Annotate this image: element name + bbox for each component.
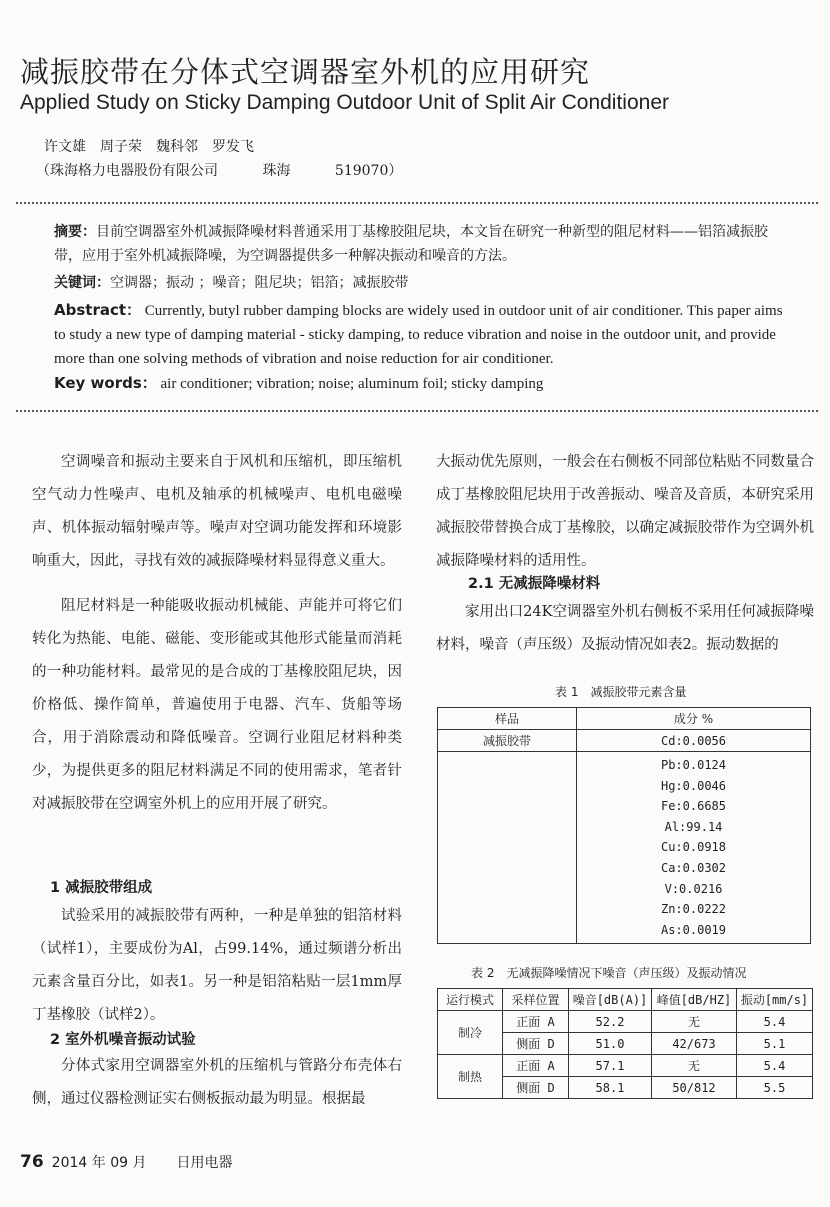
table2-cell: 5.1 xyxy=(737,1033,813,1055)
table1-empty-cell xyxy=(438,752,577,944)
affiliation xyxy=(36,160,442,180)
table1-element: Al:99.14 xyxy=(664,819,723,834)
table1-header-sample: 样品 xyxy=(438,708,577,730)
section-heading-2-1: 2.1 无减振降噪材料 xyxy=(468,576,601,592)
abstract-cn xyxy=(54,220,790,268)
table2-cell: 42/673 xyxy=(652,1033,737,1055)
keywords-cn-text: 空调器；振动 ；噪音；阻尼块；铝箔；减振胶带 xyxy=(110,275,409,291)
table1-cell: Cd:0.0056 xyxy=(577,730,811,752)
table1-element: Ca:0.0302 xyxy=(660,860,727,875)
authors: 许文雄 周子荣 魏科邻 罗发飞 xyxy=(44,139,254,155)
table1-element: Fe:0.6685 xyxy=(660,799,727,814)
divider-top xyxy=(16,202,818,204)
body-paragraph: 阻尼材料是一种能吸收振动机械能、声能并可将它们转化为热能、电能、磁能、变形能或其他形式能量而消耗的一种功能材料。最常见的是合成的丁基橡胶阻尼块，因价格低、操作简单，普遍使用于电器、汽车、货船等场合，用于消除震动和降低噪音。空调行业阻尼材料种类少，为提供更多的阻尼材料满足不同的使用需求，笔者针对减振胶带在空调室外机上的应用开展了研究。 xyxy=(32,598,402,812)
table1-element: Cu:0.0918 xyxy=(660,840,727,855)
table2-mode: 制热 xyxy=(438,1055,503,1099)
table1-element: Pb:0.0124 xyxy=(660,758,727,772)
table2-mode: 制冷 xyxy=(438,1011,503,1055)
abstract-en-text: Currently, butyl rubber damping blocks are widely used in outdoor unit of air conditioner. This paper aims to study a new type of damping material - sticky damping, to reduce vibration and noise in the outdoor unit, and provide more than one solving methods of vibration and noise reduction for air conditioner. xyxy=(54,303,783,367)
table2-cell: 无 xyxy=(652,1011,737,1033)
table1-caption: 表 1 减振胶带元素含量 xyxy=(555,685,687,699)
table2-header: 峰值[dB/HZ] xyxy=(652,989,737,1011)
left-column-block1 xyxy=(32,446,402,821)
page-number: 76 xyxy=(20,1152,44,1172)
table2-caption: 表 2 无减振降噪情况下噪音（声压级）及振动情况 xyxy=(471,966,747,980)
table1-sample-name: 减振胶带 xyxy=(438,730,577,752)
body-paragraph: 家用出口24K空调器室外机右侧板不采用任何减振降噪材料，噪音（声压级）及振动情况如表2。振动数据的 xyxy=(436,604,814,653)
title-chinese: 减振胶带在分体式空调器室外机的应用研究 xyxy=(20,55,591,89)
body-paragraph: 空调噪音和振动主要来自于风机和压缩机，即压缩机空气动力性噪声、电机及轴承的机械噪声、电机电磁噪声、机体振动辐射噪声等。噪声对空调功能发挥和环境影响重大，因此，寻找有效的减振降噪材料显得意义重大。 xyxy=(32,454,402,569)
title-english: Applied Study on Sticky Damping Outdoor Unit of Split Air Conditioner xyxy=(20,91,670,114)
abstract-en xyxy=(54,298,790,371)
table1-element: Hg:0.0046 xyxy=(660,778,727,793)
table1-element-list xyxy=(577,752,811,944)
table2-cell: 52.2 xyxy=(569,1011,652,1033)
table2-header: 运行模式 xyxy=(438,989,503,1011)
keywords-cn-label: 关键词： xyxy=(54,275,110,291)
table2-cell: 58.1 xyxy=(569,1077,652,1099)
abstract-en-label: Abstract： xyxy=(54,301,142,319)
body-paragraph: 试验采用的减振胶带有两种，一种是单独的铝箔材料（试样1），主要成份为Al，占99.14%，通过频谱分析出元素含量百分比，如表1。另一种是铝箔粘贴一层1mm厚丁基橡胶（试样2）。 xyxy=(32,908,402,1023)
keywords-en-label: Key words： xyxy=(54,374,157,392)
keywords-en-text: air conditioner; vibration; noise; aluminum foil; sticky damping xyxy=(160,376,544,392)
abstract-cn-text: 目前空调器室外机减振降噪材料普通采用丁基橡胶阻尼块，本文旨在研究一种新型的阻尼材料——铝箔减振胶带，应用于室外机减振降噪，为空调器提供多一种解决振动和噪音的方法。 xyxy=(54,224,768,264)
table1-element: V:0.0216 xyxy=(664,881,723,896)
section-heading-1: 1 减振胶带组成 xyxy=(50,880,153,896)
table2-cell: 无 xyxy=(652,1055,737,1077)
table1-header-composition: 成分 % xyxy=(577,708,811,730)
table2 xyxy=(437,988,813,1099)
body-paragraph: 分体式家用空调器室外机的压缩机与管路分布壳体右侧，通过仪器检测证实右侧板振动最为明显。根据最 xyxy=(32,1058,402,1107)
affiliation-zip: 519070） xyxy=(334,163,403,179)
affiliation-company: （珠海格力电器股份有限公司 xyxy=(36,163,218,179)
table2-cell: 50/812 xyxy=(652,1077,737,1099)
keywords-en xyxy=(54,371,790,396)
table2-cell: 5.4 xyxy=(737,1011,813,1033)
table2-cell: 51.0 xyxy=(569,1033,652,1055)
body-paragraph: 大振动优先原则，一般会在右侧板不同部位粘贴不同数量合成丁基橡胶阻尼块用于改善振动、噪音及音质，本研究采用减振胶带替换合成丁基橡胶，以确定减振胶带作为空调外机减振降噪材料的适用性。 xyxy=(436,454,814,569)
table2-cell: 正面 A xyxy=(503,1011,569,1033)
table2-cell: 5.4 xyxy=(737,1055,813,1077)
table2-cell: 侧面 D xyxy=(503,1033,569,1055)
affiliation-city: 珠海 xyxy=(262,163,291,179)
issue-date: 2014 年 09 月 xyxy=(51,1155,147,1171)
section-heading-2: 2 室外机噪音振动试验 xyxy=(50,1032,196,1048)
keywords-cn xyxy=(54,271,790,295)
table2-cell: 5.5 xyxy=(737,1077,813,1099)
magazine-name: 日用电器 xyxy=(176,1155,233,1171)
abstract-cn-label: 摘要： xyxy=(54,224,96,240)
table2-cell: 侧面 D xyxy=(503,1077,569,1099)
table2-header: 噪音[dB(A)] xyxy=(569,989,652,1011)
table1-element: As:0.0019 xyxy=(660,922,727,937)
right-column-block2 xyxy=(436,596,814,662)
table2-cell: 57.1 xyxy=(569,1055,652,1077)
table1-element: Zn:0.0222 xyxy=(660,902,727,917)
table1 xyxy=(437,707,811,944)
table2-header: 振动[mm/s] xyxy=(737,989,813,1011)
left-column-block3 xyxy=(32,1050,402,1116)
left-column-block2 xyxy=(32,900,402,1032)
table2-cell: 正面 A xyxy=(503,1055,569,1077)
page-footer xyxy=(20,1152,232,1172)
table2-header: 采样位置 xyxy=(503,989,569,1011)
divider-bottom xyxy=(16,410,818,412)
right-column-block1 xyxy=(436,446,814,578)
